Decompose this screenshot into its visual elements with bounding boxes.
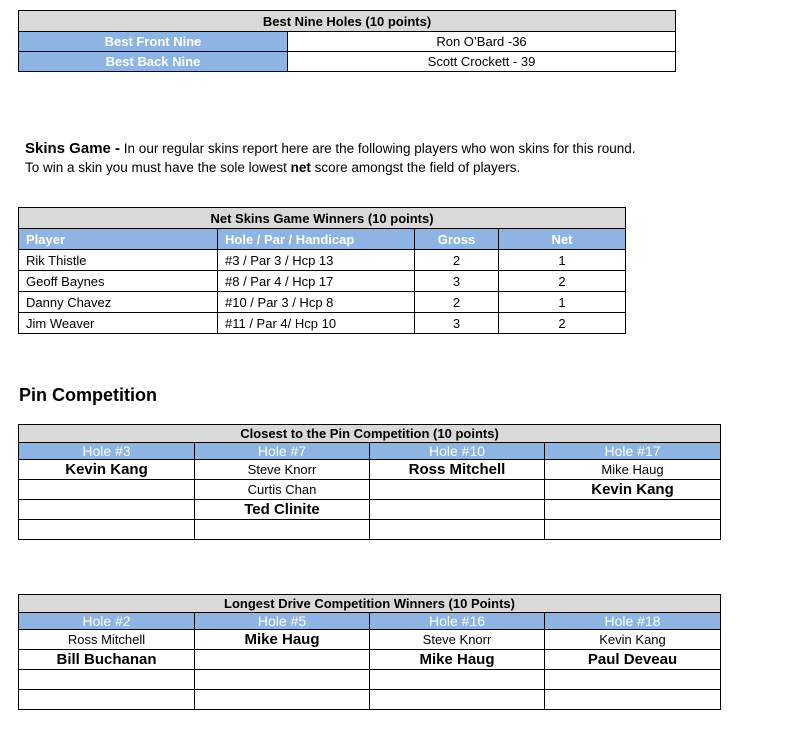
skins-intro [25,139,636,177]
best-front-nine-label: Best Front Nine [19,32,288,52]
table-row [19,520,721,540]
longest-drive-table [18,594,721,710]
ctp-cell [370,480,545,500]
ctp-cell [370,500,545,520]
ld-header-hole-16: Hole #16 [370,613,545,630]
skins-title: Net Skins Game Winners (10 points) [19,208,626,229]
ld-cell [370,670,545,690]
skins-net: 1 [499,250,626,271]
ld-cell [19,670,195,690]
ld-cell: Mike Haug [370,650,545,670]
skins-player: Rik Thistle [19,250,218,271]
table-row [19,271,626,292]
skins-intro-net: net [290,160,311,175]
table-row [19,500,721,520]
skins-hole: #10 / Par 3 / Hcp 8 [218,292,415,313]
ld-cell: Mike Haug [195,630,370,650]
skins-player: Geoff Baynes [19,271,218,292]
table-row [19,292,626,313]
best-nine-title: Best Nine Holes (10 points) [19,11,676,32]
table-row [19,630,721,650]
ld-cell [195,690,370,710]
table-row [19,650,721,670]
skins-net: 2 [499,313,626,334]
table-row [19,460,721,480]
ctp-cell: Curtis Chan [195,480,370,500]
skins-player: Jim Weaver [19,313,218,334]
skins-hole: #8 / Par 4 / Hcp 17 [218,271,415,292]
ld-cell: Paul Deveau [545,650,721,670]
ld-cell [19,690,195,710]
ctp-cell [370,520,545,540]
skins-header-gross: Gross [415,229,499,250]
skins-intro-lead: Skins Game - [25,140,121,157]
skins-intro-line2-pre: To win a skin you must have the sole lowest [25,160,291,175]
ctp-cell [545,520,721,540]
skins-gross: 2 [415,292,499,313]
ctp-header-hole-17: Hole #17 [545,443,721,460]
best-front-nine-value: Ron O’Bard -36 [288,32,676,52]
skins-header-hole: Hole / Par / Handicap [218,229,415,250]
skins-net: 2 [499,271,626,292]
ctp-cell: Mike Haug [545,460,721,480]
skins-table [18,207,626,334]
skins-player: Danny Chavez [19,292,218,313]
ld-cell: Bill Buchanan [19,650,195,670]
pin-competition-heading: Pin Competition [19,385,157,405]
table-row [19,670,721,690]
ld-cell [195,650,370,670]
ld-header-hole-5: Hole #5 [195,613,370,630]
ctp-cell [19,500,195,520]
ctp-cell [545,500,721,520]
skins-gross: 3 [415,313,499,334]
ctp-cell: Ted Clinite [195,500,370,520]
ctp-header-hole-10: Hole #10 [370,443,545,460]
ld-cell: Steve Knorr [370,630,545,650]
ctp-header-hole-3: Hole #3 [19,443,195,460]
table-row [19,313,626,334]
ctp-cell: Steve Knorr [195,460,370,480]
table-row [19,250,626,271]
skins-header-net: Net [499,229,626,250]
ld-header-hole-18: Hole #18 [545,613,721,630]
ctp-cell [19,520,195,540]
skins-intro-line2-post: score amongst the field of players. [310,160,521,175]
skins-hole: #11 / Par 4/ Hcp 10 [218,313,415,334]
best-back-nine-value: Scott Crockett - 39 [288,52,676,72]
ctp-cell: Ross Mitchell [370,460,545,480]
best-back-nine-label: Best Back Nine [19,52,288,72]
skins-header-player: Player [19,229,218,250]
ctp-header-hole-7: Hole #7 [195,443,370,460]
skins-gross: 3 [415,271,499,292]
skins-hole: #3 / Par 3 / Hcp 13 [218,250,415,271]
ld-cell [545,690,721,710]
table-row [19,690,721,710]
ld-cell [545,670,721,690]
skins-intro-line1: In our regular skins report here are the following players who won skins for this round. [120,141,636,156]
ctp-cell: Kevin Kang [19,460,195,480]
ld-cell [195,670,370,690]
table-row [19,480,721,500]
skins-net: 1 [499,292,626,313]
best-nine-table [18,10,676,72]
ld-cell: Kevin Kang [545,630,721,650]
ld-header-hole-2: Hole #2 [19,613,195,630]
ld-title: Longest Drive Competition Winners (10 Points) [19,595,721,613]
ctp-cell [19,480,195,500]
ld-cell [370,690,545,710]
ctp-title: Closest to the Pin Competition (10 points) [19,425,721,443]
ld-cell: Ross Mitchell [19,630,195,650]
closest-to-pin-table [18,424,721,540]
skins-gross: 2 [415,250,499,271]
ctp-cell: Kevin Kang [545,480,721,500]
ctp-cell [195,520,370,540]
